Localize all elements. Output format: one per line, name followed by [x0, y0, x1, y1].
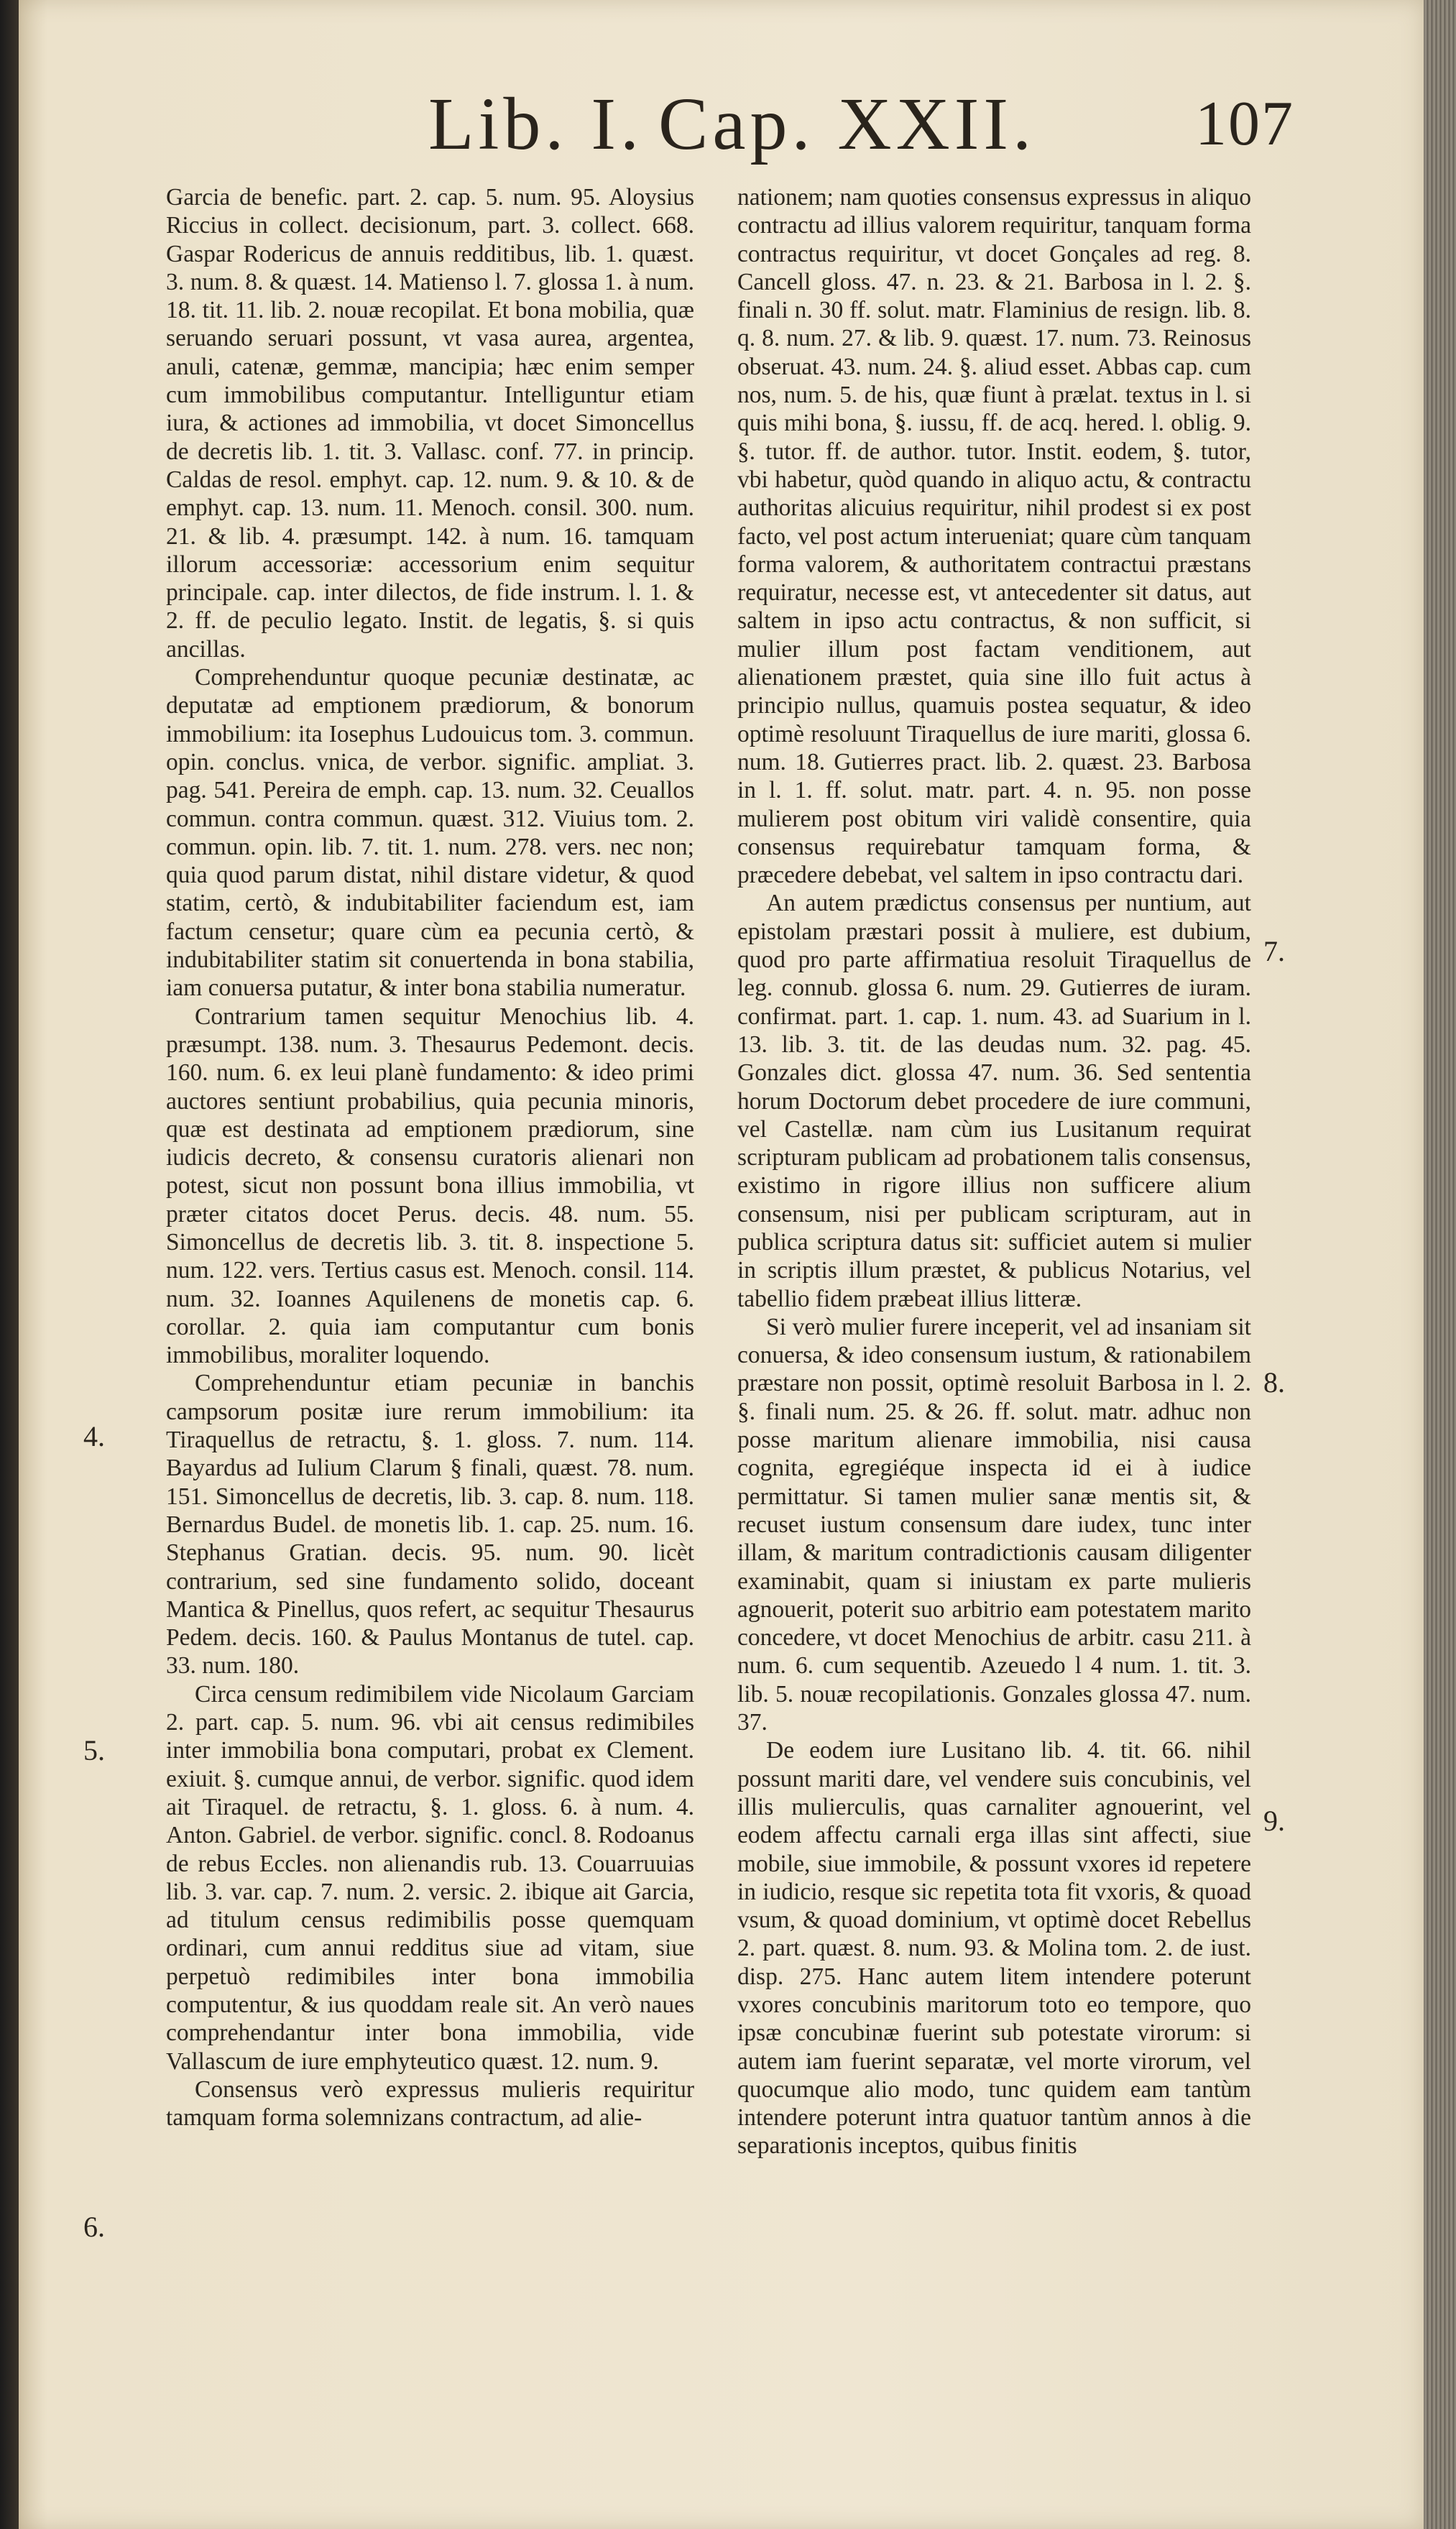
page-number: 107 [1195, 89, 1294, 159]
paragraph: Comprehenduntur quoque pecuniæ destinatæ, ac deputatæ ad emptionem prædiorum, & bonorum immobilium: ita Iosephus Ludouicus tom. 3. commun. opin. conclus. vnica, de verbor. signific. ampliat. 3. pag. 541. Pereira de emph. cap. 13. num. 32. Ceuallos commun. contra commun. quæst. 312. Viuius tom. 2. commun. opin. lib. 7. tit. 1. num. 278. vers. nec non; quia quod parum distat, nihil distare videtur, & quod statim, certò, & indubitabiliter faciendum est, iam factum censetur; quare cùm ea pecunia certò, & indubitabiliter statim sit conuertenda in bona stabilia, iam conuersa putatur, & inter bona stabilia numeratur. [166, 664, 694, 1002]
running-header [421, 85, 1294, 164]
book-number: Lib. I. [428, 83, 644, 165]
left-column [166, 183, 694, 2132]
book-page [19, 0, 1424, 2529]
paragraph: Comprehenduntur etiam pecuniæ in banchis campsorum positæ iure rerum immobilium: ita Tiraquellus de retractu, §. 1. gloss. 7. num. 114. Bayardus ad Iulium Clarum § finali, quæst. 78. num. 151. Simoncellus de decretis, lib. 3. cap. 8. num. 118. Bernardus Budel. de monetis lib. 1. cap. 25. num. 16. Stephanus Gratian. decis. 95. num. 90. licèt contrarium, sed sine fundamento solido, doceant Mantica & Pinellus, quos refert, ac sequitur Thesaurus Pedem. decis. 160. & Paulus Montanus de tutel. cap. 33. num. 180. [166, 1370, 694, 1680]
paragraph: nationem; nam quoties consensus expressus in aliquo contractu ad illius valorem requiritur, tanquam forma contractus requiritur, vt docet Gonçales ad reg. 8. Cancell gloss. 47. n. 23. & 21. Barbosa in l. 2. §. finali n. 30 ff. solut. matr. Flaminius de resign. lib. 8. q. 8. num. 27. & lib. 9. quæst. 17. num. 73. Reinosus obseruat. 43. num. 24. §. aliud esset. Abbas cap. cum nos, num. 5. de his, quæ fiunt à prælat. textus in l. si quis mihi bona, §. iussu, ff. de acq. hered. l. oblig. 9. §. tutor. ff. de author. tutor. Instit. eodem, §. tutor, vbi habetur, quòd quando in aliquo actu, & contractu authoritas alicuius requiritur, nihil prodest si ex post facto, vel post actum interueniat; quare cùm tanquam forma valorem, & authoritatem contractui præstans requiratur, necesse est, vt antecedenter sit datus, aut saltem in ipso actu contractus, & non sufficit, si mulier illum post factam venditionem, aut alienationem præstet, quia sine illo fuit actus à principio nullus, quamuis postea sequatur, & ideo optimè resoluunt Tiraquellus de iure mariti, glossa 6. num. 18. Gutierres pract. lib. 2. quæst. 23. Barbosa in l. 1. ff. solut. matr. part. 4. n. 95. non posse mulierem post obitum viri validè consentire, quia consensus requirebatur tamquam forma, & præcedere debebat, vel saltem in ipso contractu dari. [737, 184, 1251, 889]
margin-number: 9. [1263, 1805, 1285, 1837]
chapter-number: Cap. XXII. [658, 83, 1036, 165]
paragraph: An autem prædictus consensus per nuntium, aut epistolam præstari possit à muliere, est dubium, quod pro parte affirmatiua resoluit Tiraquellus de leg. connub. glossa 6. num. 29. Gutierres de iuram. confirmat. part. 1. cap. 1. num. 43. ad Suarium in l. 13. lib. 3. tit. de las deudas num. 32. pag. 45. Gonzales dict. glossa 47. num. 36. Sed sententia horum Doctorum debet procedere de iure communi, vel Castellæ. nam cùm ius Lusitanum requirat scripturam publicam ad probationem talis consensus, existimo in rigore illius non sufficere alium consensum, nisi per publicam scripturam, aut in publica scriptura datus sit: sufficiet autem si mulier in scriptis illum præstet, & publicus Notarius, vel tabellio fidem præbeat illius litteræ. [737, 890, 1251, 1312]
margin-number: 7. [1263, 935, 1285, 967]
margin-number: 8. [1263, 1366, 1285, 1399]
paragraph: Contrarium tamen sequitur Menochius lib. 4. præsumpt. 138. num. 3. Thesaurus Pedemont. decis. 160. num. 6. ex leui planè fundamento: & ideo primi auctores sentiunt probabilius, quia pecunia minoris, quæ est destinata ad emptionem prædiorum, sine iudicis decreto, & consensu curatoris alienari non potest, sicut non possunt bona illius immobilia, vt præter citatos docet Perus. decis. 48. num. 55. Simoncellus de decretis lib. 3. tit. 8. inspectione 5. num. 122. vers. Tertius casus est. Menoch. consil. 114. num. 32. Ioannes Aquilenens de monetis cap. 6. corollar. 2. quia iam computantur cum bonis immobilibus, moraliter loquendo. [166, 1003, 694, 1369]
paragraph: De eodem iure Lusitano lib. 4. tit. 66. nihil possunt mariti dare, vel vendere suis concubinis, vel illis mulierculis, quas carnaliter agnouerint, vel eodem affectu carnali erga illas sint affecti, siue mobile, siue immobile, & possunt vxores id repetere in iudicio, resque sic repetita tota fit vxoris, & quoad vsum, & quoad dominium, vt optimè docet Rebellus 2. part. quæst. 8. num. 93. & Molina tom. 2. de iust. disp. 275. Hanc autem litem intendere poterunt vxores concubinis maritorum toto eo tempore, quo ipsæ concubinæ fuerint sub potestate virorum: si autem iam fuerint separatæ, vel morte virorum, vel quocumque alio modo, tunc quidem eam tantùm intendere poterunt intra quatuor tantùm annos à die separationis inceptos, quibus finitis [737, 1737, 1251, 2160]
margin-number: 6. [83, 2211, 105, 2243]
page-edges [1424, 0, 1456, 2529]
book-spine [0, 0, 19, 2529]
margin-number: 5. [83, 1734, 105, 1766]
paragraph: Si verò mulier furere inceperit, vel ad insaniam sit conuersa, & ideo consensum iustum, & rationabilem præstare non possit, optimè resoluit Barbosa in l. 2. §. finali num. 25. & 26. ff. solut. matr. adhuc non posse maritum alienare immobilia, nisi causa cognita, egregiéque inspecta id ei à iudice permittatur. Si tamen mulier sanæ mentis sit, & recuset iustum consensum dare iudex, tunc inter illam, & maritum contradictionis causam diligenter examinabit, quam si iniustam ex parte mulieris agnouerit, poterit suo arbitrio eam potestatem marito concedere, vt docet Menochius de arbitr. casu 211. à num. 6. cum sequentib. Azeuedo l 4 num. 1. tit. 3. lib. 5. nouæ recopilationis. Gonzales glossa 47. num. 37. [737, 1313, 1251, 1736]
right-column [737, 183, 1251, 2160]
paragraph: Consensus verò expressus mulieris requiritur tamquam forma solemnizans contractum, ad alie- [166, 2076, 694, 2132]
margin-number: 4. [83, 1420, 105, 1452]
paragraph: Garcia de benefic. part. 2. cap. 5. num. 95. Aloysius Riccius in collect. decisionum, part. 3. collect. 668. Gaspar Rodericus de annuis redditibus, lib. 1. quæst. 3. num. 8. & quæst. 14. Matienso l. 7. glossa 1. à num. 18. tit. 11. lib. 2. nouæ recopilat. Et bona mobilia, quæ seruando seruari possunt, vt vasa aurea, argentea, anuli, catenæ, gemmæ, mancipia; hæc enim semper cum immobilibus computantur. Intelliguntur etiam iura, & actiones ad immobilia, vt docet Simoncellus de decretis lib. 1. tit. 3. Vallasc. conf. 77. in princip. Caldas de resol. emphyt. cap. 12. num. 9. & 10. & de emphyt. cap. 13. num. 11. Menoch. consil. 300. num. 21. & lib. 4. præsumpt. 142. à num. 16. tamquam illorum accessoriæ: accessorium enim sequitur principale. cap. inter dilectos, de fide instrum. l. 1. & 2. ff. de peculio legato. Instit. de legatis, §. si quis ancillas. [166, 184, 694, 663]
paragraph: Circa censum redimibilem vide Nicolaum Garciam 2. part. cap. 5. num. 96. vbi ait census redimibiles inter immobilia bona computari, probat ex Clement. exiuit. §. cumque annui, de verbor. signific. quod idem ait Tiraquel. de retractu, §. 1. gloss. 6. à num. 4. Anton. Gabriel. de verbor. signific. concl. 8. Rodoanus de rebus Eccles. non alienandis rub. 13. Couarruuias lib. 3. var. cap. 7. num. 2. versic. 2. ibique ait Garcia, ad titulum census redimibilis posse quemquam ordinari, cum annui redditus siue ad vitam, siue perpetuò redimibiles inter bona immobilia computentur, & ius quoddam reale sit. An verò naues comprehendantur inter bona immobilia, vide Vallascum de iure emphyteutico quæst. 12. num. 9. [166, 1680, 694, 2075]
